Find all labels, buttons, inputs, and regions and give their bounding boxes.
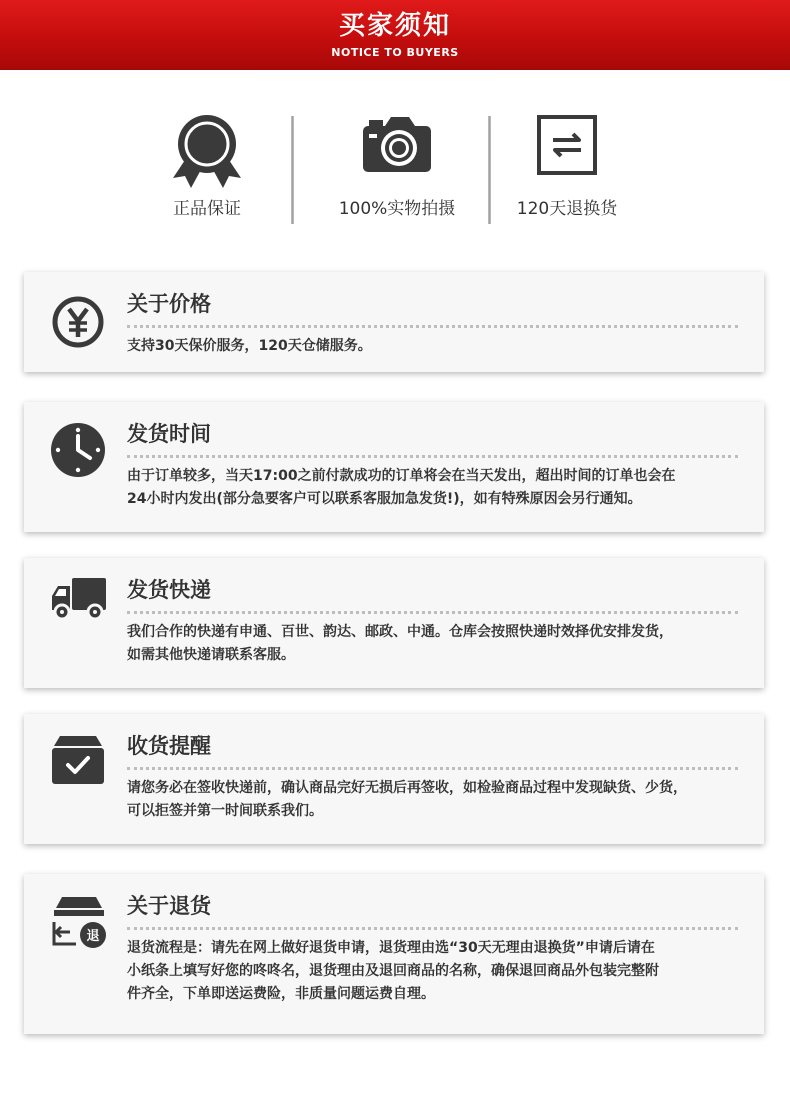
card-title: 发货时间 [127,422,211,446]
card-title: 关于价格 [127,292,211,316]
card-body: 由于订单较多，当天17:00之前付款成功的订单将会在当天发出，超出时间的订单也会在 24小时内发出(部分急要客户可以联系客服加急发货!)，如有特殊原因会另行通知。 [127,468,676,507]
card-body: 请您务必在签收快递前，确认商品完好无损后再签收，如检验商品过程中发现缺货、少货， 可以拒签并第一时间联系我们。 [127,780,687,819]
feature-return [477,112,657,219]
notice-card-courier [24,558,764,688]
card-body: 我们合作的快递有申通、百世、韵达、邮政、中通。仓库会按照快递时效择优安排发货， 如需其他快递请联系客服。 [127,624,673,663]
feature-genuine [117,112,297,219]
card-body: 退货流程是：请先在网上做好退货申请，退货理由选“30天无理由退换货”申请后请在 小纸条上填写好您的咚咚名，退货理由及退回商品的名称，确保退回商品外包装完整附 件齐全，下单即送运费险，非质量问题运费自理。 [127,940,659,1002]
notice-card-price [24,272,764,372]
notice-card-receipt [24,714,764,844]
header-subtitle: NOTICE TO BUYERS [331,46,459,59]
return-box-icon [50,894,108,950]
feature-label: 100%实物拍摄 [338,199,456,219]
card-body: 支持30天保价服务，120天仓储服务。 [127,338,372,354]
package-check-icon [50,734,106,786]
dotted-divider [127,325,738,328]
notice-header [0,0,790,70]
dotted-divider [127,927,738,930]
card-title: 发货快递 [127,578,211,602]
notice-card-returns [24,874,764,1034]
return-badge-text: 退 [86,929,100,944]
feature-real-photo [307,112,487,219]
card-title: 收货提醒 [127,734,211,758]
clock-icon [50,422,106,478]
feature-label: 正品保证 [173,199,241,219]
camera-icon [357,112,437,190]
delivery-truck-icon [50,576,108,622]
notice-card-ship-time [24,402,764,532]
dotted-divider [127,611,738,614]
card-title: 关于退货 [127,894,211,918]
feature-label: 120天退换货 [516,199,618,219]
header-title: 买家须知 [338,11,451,41]
exchange-arrows-icon [527,112,607,190]
dotted-divider [127,767,738,770]
award-ribbon-icon [167,112,247,190]
dotted-divider [127,455,738,458]
yen-coin-icon [50,294,106,350]
feature-divider [291,116,294,224]
